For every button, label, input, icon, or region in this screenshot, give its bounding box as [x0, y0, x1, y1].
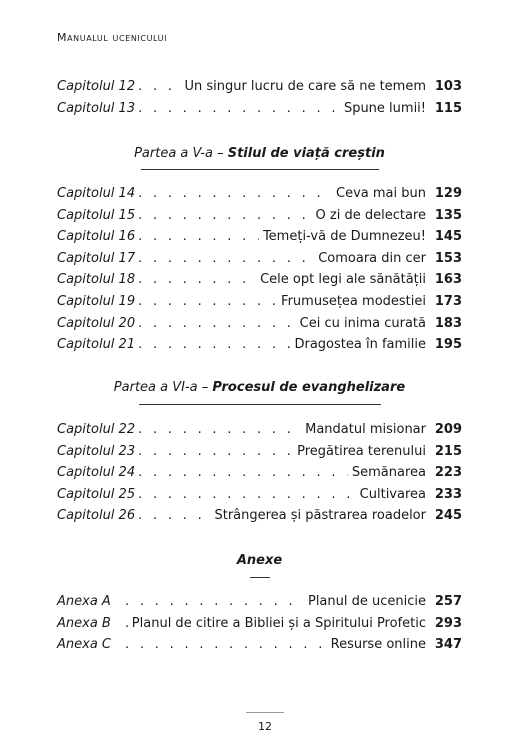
page-number: 209	[434, 422, 462, 437]
page-number: 163	[434, 272, 462, 288]
part-title: Stilul de viață creștin	[227, 146, 385, 161]
chapter-title: Strângerea și păstrarea roadelor	[214, 508, 426, 524]
toc-entry[interactable]	[57, 269, 462, 291]
toc-group-annexes	[57, 591, 462, 656]
chapter-label: Capitolul 24	[57, 465, 136, 481]
chapter-title: Temeți-vă de Dumnezeu!	[262, 229, 426, 245]
toc-entry[interactable]	[57, 226, 462, 248]
chapter-label: Capitolul 23	[57, 443, 136, 459]
dot-leader	[135, 334, 290, 356]
dot-leader	[135, 76, 180, 98]
page-number: 173	[434, 293, 462, 309]
dot-leader	[135, 248, 314, 270]
part-title: Procesul de evanghelizare	[212, 380, 406, 395]
chapter-label: Capitolul 12	[57, 79, 136, 94]
chapter-title: Cele opt legi ale sănătății	[260, 272, 426, 288]
chapter-title: Pregătirea terenului	[297, 443, 426, 459]
annex-label: Anexa B	[57, 615, 111, 631]
chapter-title: Dragostea în familie	[294, 337, 426, 353]
page-number: 129	[434, 186, 462, 201]
annex-underline	[250, 577, 270, 578]
chapter-title: Ceva mai bun	[336, 186, 426, 201]
chapter-label: Capitolul 15	[57, 207, 136, 223]
chapter-label: Capitolul 26	[57, 508, 136, 524]
dot-leader	[135, 484, 356, 506]
chapter-label: Capitolul 14	[57, 186, 136, 201]
annex-label: Anexa C	[57, 637, 111, 653]
part-underline	[139, 404, 381, 405]
toc-entry[interactable]	[57, 634, 462, 656]
page-number: 223	[434, 465, 462, 481]
toc-entry[interactable]	[57, 441, 462, 463]
annex-title: Resurse online	[330, 637, 426, 653]
chapter-label: Capitolul 22	[57, 422, 136, 437]
toc-entry[interactable]	[57, 334, 462, 356]
toc-entry[interactable]	[57, 291, 462, 313]
chapter-label: Capitolul 13	[57, 100, 136, 116]
toc-entry[interactable]	[57, 205, 462, 227]
toc-entry[interactable]	[57, 484, 462, 506]
page-number: 115	[434, 100, 462, 116]
page-number: 347	[434, 637, 462, 653]
dot-leader	[135, 505, 210, 527]
dot-leader	[135, 269, 256, 291]
chapter-title: Un singur lucru de care să ne temem	[184, 79, 426, 94]
annex-title: Planul de ucenicie	[307, 594, 426, 609]
annex-label: Anexa A	[57, 594, 111, 609]
toc-entry[interactable]	[57, 76, 462, 98]
part-underline	[141, 169, 379, 170]
dot-leader	[135, 226, 259, 248]
toc-entry[interactable]	[57, 462, 462, 484]
chapter-title: Frumusețea modestiei	[281, 293, 426, 309]
chapter-title: Semănarea	[351, 465, 426, 481]
toc-entry[interactable]	[57, 613, 462, 635]
chapter-label: Capitolul 20	[57, 315, 136, 331]
chapter-title: Cei cu inima curată	[299, 315, 426, 331]
part-prefix: Partea a VI-a –	[113, 380, 213, 395]
chapter-label: Capitolul 21	[57, 337, 136, 353]
chapter-title: Spune lumii!	[343, 100, 426, 116]
chapter-title: Mandatul misionar	[305, 422, 426, 437]
page-number: 215	[434, 443, 462, 459]
annex-title: Planul de citire a Bibliei și a Spiritului Profetic	[131, 615, 426, 631]
dot-leader	[135, 419, 301, 441]
dot-leader	[135, 441, 293, 463]
toc-entry[interactable]	[57, 248, 462, 270]
part-heading-vi	[57, 380, 462, 395]
chapter-label: Capitolul 17	[57, 250, 136, 266]
dot-leader	[119, 591, 304, 613]
part-prefix: Partea a V-a –	[134, 146, 228, 161]
toc-entry[interactable]	[57, 591, 462, 613]
annex-heading: Anexe	[236, 553, 283, 568]
part-heading-v	[57, 146, 462, 161]
dot-leader	[135, 183, 332, 205]
dot-leader	[119, 613, 128, 635]
dot-leader	[135, 462, 348, 484]
toc-entry[interactable]	[57, 98, 462, 120]
dot-leader	[135, 291, 277, 313]
dot-leader	[135, 313, 296, 335]
page-number: 195	[434, 337, 462, 353]
running-header: Manualul ucenicului	[57, 31, 168, 44]
dot-leader	[135, 98, 340, 120]
toc-entry[interactable]	[57, 419, 462, 441]
page-number: 153	[434, 250, 462, 266]
toc-group-part-vi	[57, 419, 462, 527]
chapter-label: Capitolul 16	[57, 229, 136, 245]
toc-entry[interactable]	[57, 505, 462, 527]
chapter-label: Capitolul 18	[57, 272, 136, 288]
chapter-label: Capitolul 25	[57, 486, 136, 502]
page-footer-number: 12	[258, 720, 272, 733]
toc-entry[interactable]	[57, 313, 462, 335]
page-number: 103	[434, 79, 462, 94]
page-number: 145	[434, 229, 462, 245]
dot-leader	[135, 205, 311, 227]
toc-group-chapters-12-13	[57, 76, 462, 119]
toc-entry[interactable]	[57, 183, 462, 205]
chapter-title: Comoara din cer	[318, 250, 426, 266]
footer-rule	[246, 712, 284, 713]
chapter-label: Capitolul 19	[57, 293, 136, 309]
page-number: 135	[434, 207, 462, 223]
page-number: 183	[434, 315, 462, 331]
page-number: 245	[434, 508, 462, 524]
page-number: 257	[434, 594, 462, 609]
page-number: 293	[434, 615, 462, 631]
toc-group-part-v	[57, 183, 462, 356]
dot-leader	[119, 634, 327, 656]
page-number: 233	[434, 486, 462, 502]
chapter-title: Cultivarea	[359, 486, 426, 502]
chapter-title: O zi de delectare	[315, 207, 426, 223]
